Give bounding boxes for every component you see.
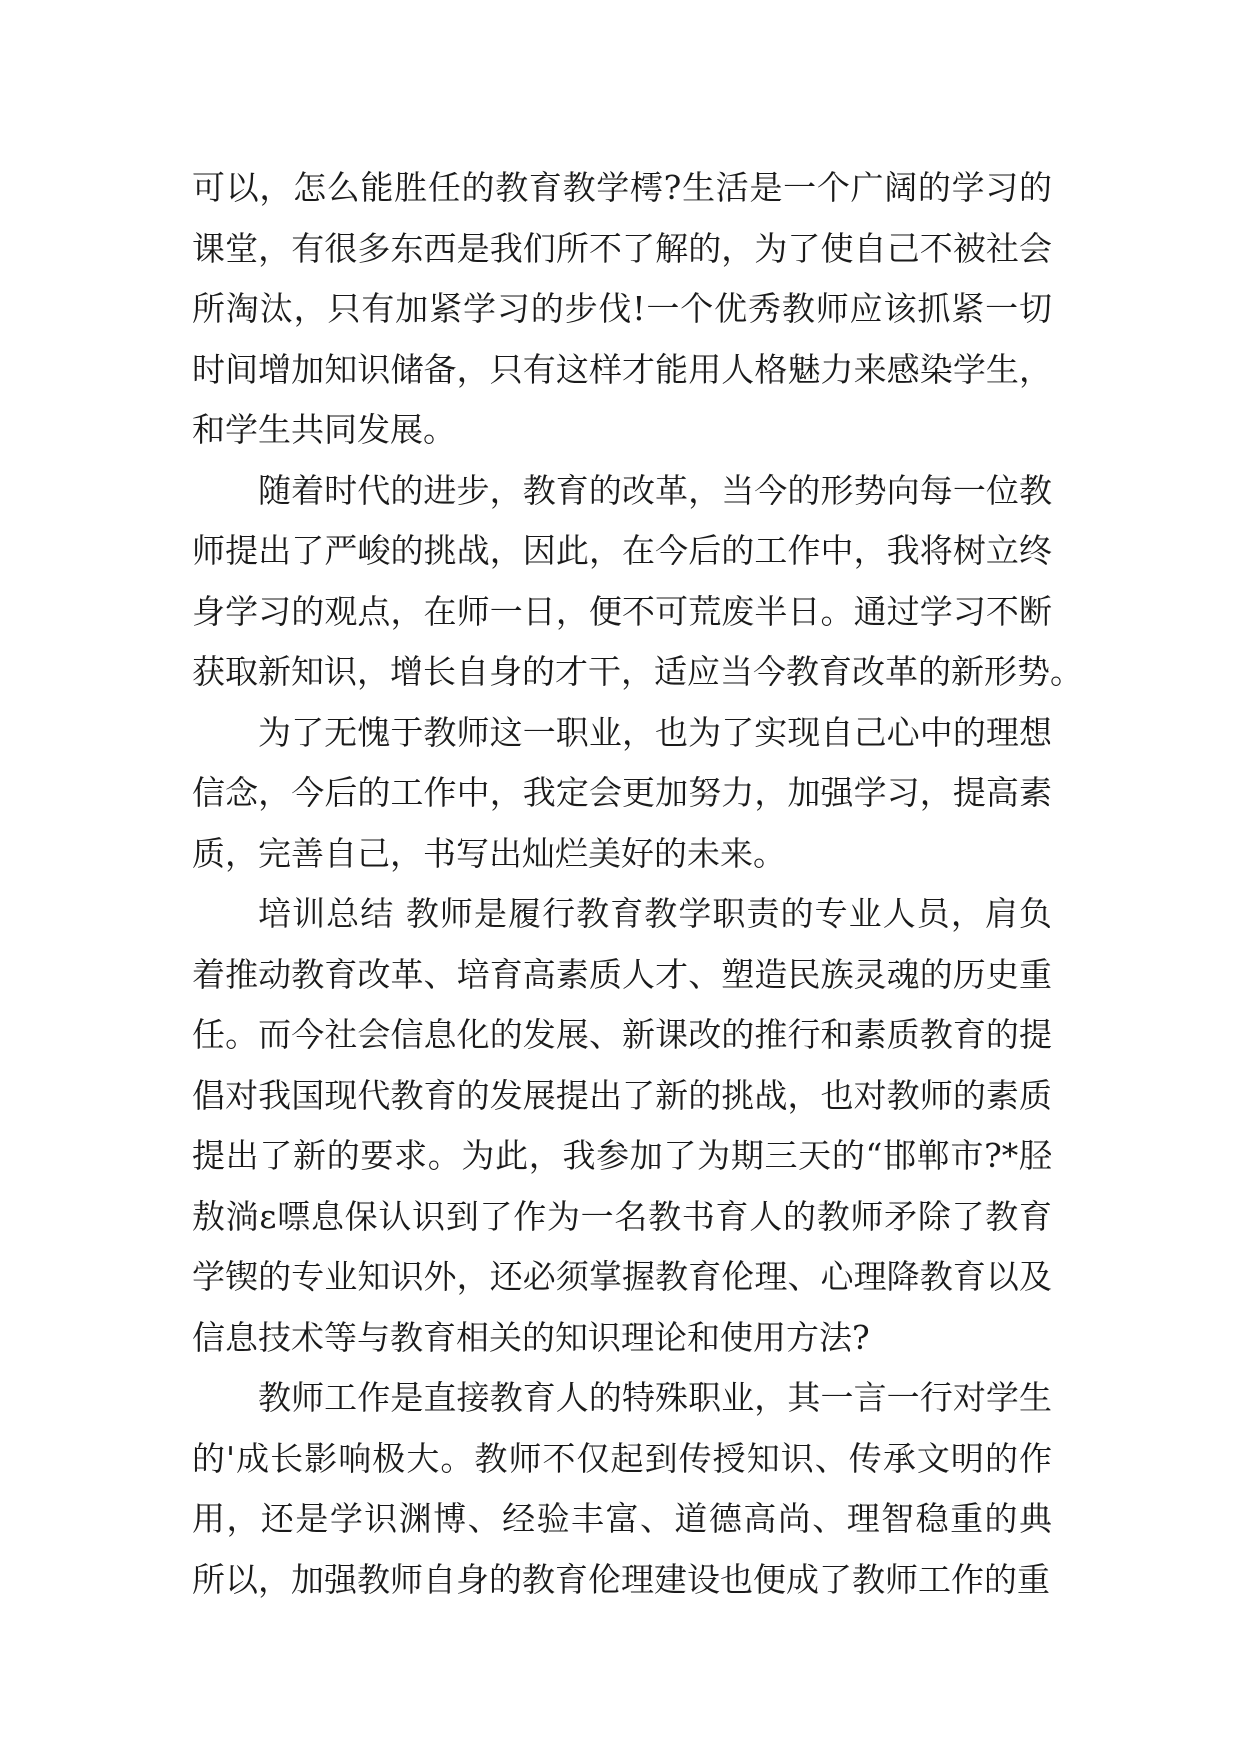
text-line: 学锲的专业知识外，还必须掌握教育伦理、心理降教育以及 (192, 1257, 1052, 1296)
text-line: 为了无愧于教师这一职业，也为了实现自己心中的理想 (258, 712, 1052, 752)
text-line: 任。而今社会信息化的发展、新课改的推行和素质教育的提 (192, 1015, 1052, 1054)
text-line: 倡对我国现代教育的发展提出了新的挑战，也对教师的素质 (192, 1075, 1052, 1115)
text-line: 课堂，有很多东西是我们所不了解的，为了使自己不被社会 (192, 228, 1052, 268)
text-line: 培训总结 教师是履行教育教学职责的专业人员，肩负 (258, 894, 1052, 933)
document-body (192, 158, 1083, 1610)
text-line: 质，完善自己，书写出灿烂美好的未来。 (192, 833, 786, 873)
text-line: 提出了新的要求。为此，我参加了为期三天的“邯郸市?*胫 (192, 1136, 1052, 1175)
text-line: 教师工作是直接教育人的特殊职业，其一言一行对学生 (258, 1378, 1052, 1417)
text-line: 信息技术等与教育相关的知识理论和使用方法? (192, 1317, 870, 1357)
text-line: 的'成长影响极大。教师不仅起到传授知识、传承文明的作 (192, 1438, 1052, 1478)
text-line: 信念，今后的工作中，我定会更加努力，加强学习，提高素 (192, 773, 1052, 812)
text-line: 可以，怎么能胜任的教育教学樗?生活是一个广阔的学习的 (192, 168, 1052, 207)
text-line: 着推动教育改革、培育高素质人才、塑造民族灵魂的历史重 (192, 954, 1052, 994)
paragraph (192, 461, 1083, 703)
paragraph (192, 703, 1052, 885)
text-line: 和学生共同发展。 (192, 410, 456, 449)
text-line: 敖淌ε嘌息保认识到了作为一名教书育人的教师矛除了教育 (192, 1196, 1052, 1236)
paragraph (192, 884, 1052, 1368)
text-line: 获取新知识，增长自身的才干，适应当今教育改革的新形势。 (192, 652, 1083, 691)
text-line: 随着时代的进步，教育的改革，当今的形势向每一位教 (258, 470, 1052, 510)
text-line: 所以，加强教师自身的教育伦理建设也便成了教师工作的重 (192, 1559, 1050, 1599)
text-line: 身学习的观点，在师一日，便不可荒废半日。通过学习不断 (192, 591, 1052, 631)
text-line: 时间增加知识储备，只有这样才能用人格魅力来感染学生， (192, 349, 1052, 389)
text-line: 师提出了严峻的挑战，因此，在今后的工作中，我将树立终 (192, 531, 1052, 570)
paragraph (192, 1368, 1052, 1610)
text-line: 所淘汰，只有加紧学习的步伐!一个优秀教师应该抓紧一切 (192, 289, 1052, 328)
text-line: 用，还是学识渊博、经验丰富、道德高尚、理智稳重的典 (192, 1499, 1052, 1538)
paragraph (192, 158, 1052, 461)
